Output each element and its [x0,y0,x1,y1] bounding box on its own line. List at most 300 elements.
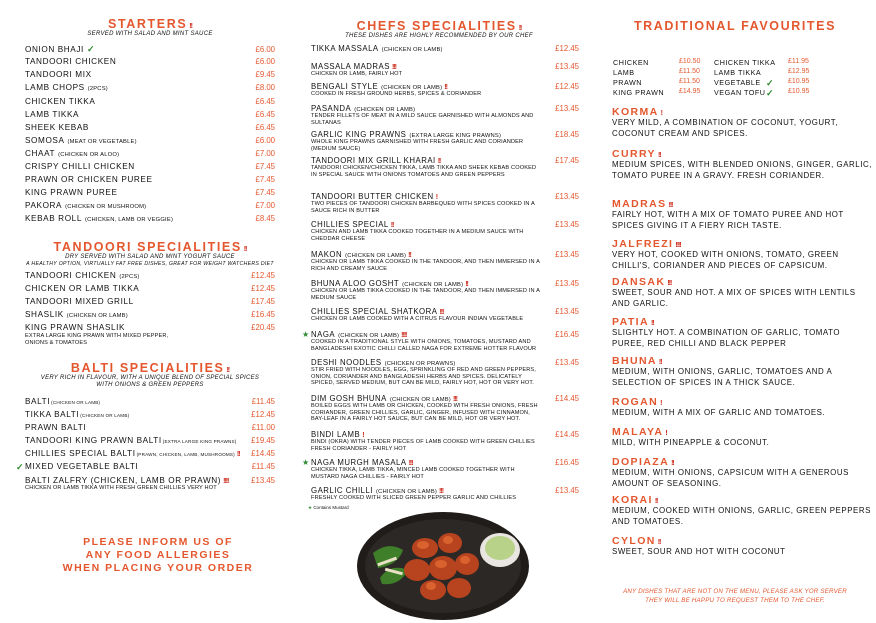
curry-name [612,148,874,160]
menu-item-price: £16.45 [251,310,275,320]
allergy-line: ANY FOOD ALLERGIES [85,549,231,561]
curry-item [612,148,874,181]
menu-item-price: £12.45 [555,82,579,91]
chef-dish [311,250,579,272]
mustard-star-icon: ★ [302,330,310,339]
menu-item-name: KING PRAWN [613,88,665,97]
curry-name [612,355,874,367]
menu-item-name: BHUNA ALOO GOSHT [311,279,400,288]
chili-icon: !! [657,152,661,159]
menu-item-left [25,310,128,319]
menu-item-name: MASSALA MADRAS [311,62,390,71]
chili-icon: !!! [391,64,396,71]
menu-item [25,110,275,123]
menu-item-price: £14.45 [555,394,579,403]
curry-name [612,238,874,250]
menu-item [25,123,275,136]
chili-icon: !!! [452,396,457,403]
menu-item-left [25,136,137,145]
curry-name [612,494,874,506]
menu-item-note: (CHICKEN OR LAMB) [381,85,443,91]
menu-item-left [25,83,108,92]
menu-item [302,458,579,467]
menu-item-price: £7.00 [255,148,275,158]
menu-item-name: LAMB CHOPS [25,83,85,93]
menu-item [311,156,579,165]
menu-item-left [25,410,129,419]
curry-name [612,276,874,288]
menu-item-price: £6.00 [255,45,275,55]
menu-item-left [302,458,413,467]
menu-item-price: £8.00 [255,83,275,93]
menu-item-name: SOMOSA [25,135,65,145]
curry-name [612,426,874,438]
curry-name-text: JALFREZI [612,238,674,250]
chef-dish [311,44,579,53]
balti-title: BALTI SPECIALITIES !! [70,360,230,375]
menu-item [311,220,579,229]
menu-item [25,70,275,83]
chili-icon: !! [671,460,674,467]
menu-item-left [311,279,468,288]
menu-item [25,136,275,149]
menu-item-note: (CHICKEN OR LAMB) [66,313,128,320]
menu-item-desc: STIR FRIED WITH NOODLES, EGG, SPRINKLING OF RED AND GREEN PEPPERS, ONION, CORIANDER AND BANGLADESHI HERBS AND SPICES. DELICATELY SPICED, SERVED MEDIUM, BUT CAN BE MILD, FAIRLY HOT, HOT OR VERY HOT. [311,367,536,387]
menu-item-desc: TENDER FILLETS OF MEAT IN A MILD SAUCE GARNISHED WITH ALMONDS AND SULTANAS [311,113,534,126]
menu-item-price: £6.00 [255,57,275,67]
curry-name [612,535,874,547]
menu-item-left [25,271,140,280]
menu-item-name: BALTI [25,396,51,406]
curry-item [612,316,874,349]
chef-dish [311,394,579,423]
menu-item-left [311,220,393,229]
allergy-line: WHEN PLACING YOUR ORDER [62,562,254,574]
chef-dish [302,458,579,480]
menu-item [302,330,579,339]
curry-item [612,494,874,527]
curry-name [612,316,874,328]
menu-item-left [25,70,92,79]
menu-item-name: PRAWN BALTI [25,423,87,433]
menu-item [311,486,579,495]
curry-desc: MEDIUM, WITH A MIX OF GARLIC AND TOMATOES. [612,408,826,417]
curry-desc: MEDIUM, WITH ONIONS, CAPSICUM WITH A GENEROUS AMOUNT OF SEASONING. [612,468,849,488]
menu-item [311,307,579,316]
menu-item-desc: CHICKEN OR LAMB TIKKA COOKED IN THE TANDOOR, AND THEN IMMERSED IN A MEDIUM SAUCE [311,288,540,301]
menu-item-note: (CHICKEN OR LAMB) [375,489,438,495]
curry-desc: MEDIUM, COOKED WITH ONIONS, GARLIC, GREEN PEPPERS AND TOMATOES. [612,506,871,526]
menu-item-name: DIM GOSH BHUNA [311,394,387,403]
menu-item-price: £10.50 [679,58,701,65]
curry-name-text: BHUNA [612,355,657,367]
menu-item-name: CHAAT [25,148,56,158]
menu-item-desc: CHICKEN AND LAMB TIKKA COOKED TOGETHER IN A MEDIUM SAUCE WITH CHEDDAR CHEESE [311,229,524,242]
menu-item-left [311,250,411,259]
mustard-legend: ★ Contains Mustard [308,505,349,510]
chili-icon: ! [660,110,663,117]
chef-dish [311,307,579,323]
menu-item-left [311,430,364,439]
menu-item-left [25,476,228,485]
menu-item-left [311,394,457,403]
chef-dish [311,130,579,152]
menu-item [25,57,275,70]
chili-icon: !! [444,84,447,91]
menu-item-left [25,149,119,158]
menu-item-name: BALTI ZALFRY (CHICKEN, LAMB OR PRAWN) [25,475,222,485]
tandoori-subtitle-2: A HEALTHY OPTION, VIRTUALLY FAT FREE DISHES, GREAT FOR WEIGHT WATCHERS DIET [26,260,274,267]
menu-item [25,271,275,284]
menu-item-note: (EXTRA LARGE KING PRAWNS) [162,439,237,445]
menu-item-note: (CHICKEN OR ALOO) [58,151,120,158]
menu-item-note: (CHICKEN OR PRAWNS) [384,361,456,367]
menu-item-name: KING PRAWN SHASLIK [25,323,126,333]
menu-item-desc: CHICKEN OR LAMB, FAIRLY HOT [311,71,403,77]
menu-item-price: £11.50 [679,68,700,75]
curry-name-text: CYLON [612,535,656,547]
menu-item-left [25,201,146,210]
menu-item-price: £9.45 [255,70,275,80]
menu-item-left [311,486,443,495]
curry-name-text: DANSAK [612,276,666,288]
menu-item-name: SHEEK KEBAB [25,122,89,132]
menu-item-price: £10.95 [788,88,810,95]
menu-item-name: MAKON [311,250,343,259]
curry-item [612,396,874,419]
curry-item [612,426,874,449]
menu-item-price: £7.45 [255,175,275,185]
menu-item-name: ONION BHAJI [25,45,84,55]
menu-item-name: BENGALI STYLE [311,82,379,91]
chili-icon: !!!! [675,242,681,249]
menu-item-note: (CHICKEN, LAMB OR VEGGIE) [84,217,174,224]
menu-item-price: £13.45 [555,358,579,367]
menu-item-note: (CHICKEN OR LAMB) [402,282,464,288]
menu-item-left [25,297,134,306]
menu-item-left [311,307,443,316]
curry-desc: MEDIUM SPICES, WITH BLENDED ONIONS, GINGER, GARLIC, TOMATO PUREE IN A GRAVY. FRESH CORIANDER. [612,160,872,180]
menu-item-price: £12.45 [555,44,579,53]
menu-note-line: ANY DISHES THAT ARE NOT ON THE MENU, PLEASE ASK YOR SERVER [623,588,847,595]
chef-dish [311,358,579,387]
menu-item-price: £11.45 [251,462,275,472]
chili-icon: !!! [668,202,673,209]
menu-item-price: £20.45 [251,323,275,333]
shaslik-desc: EXTRA LARGE KING PRAWN WITH MIXED PEPPER, [25,333,169,340]
chef-dish [311,279,579,301]
curry-name-text: ROGAN [612,396,659,408]
menu-item-note: (CHICKEN OR MUSHROOM) [65,204,147,211]
chef-dish [311,430,579,452]
chili-icon: !! [518,25,522,32]
menu-item-price: £10.95 [788,78,810,85]
menu-item-note: (2PCS) [87,86,108,93]
menu-item-name: TANDOORI CHICKEN [25,270,117,280]
menu-item-price: £7.00 [255,201,275,211]
menu-item [311,358,579,367]
menu-item-name: PRAWN [613,78,642,87]
menu-item-note: (CHICKEN OR LAMB) [51,399,101,405]
menu-item-desc: BINDI (OKRA) WITH TENDER PIECES OF LAMB COOKED WITH GREEN CHILLIES FRESH CORIANDER - FAIRLY HOT [311,439,535,452]
vegetarian-icon: ✓ [766,88,775,98]
menu-item-price: £13.45 [555,192,579,201]
menu-item-note: (CHICKEN OR LAMB) [80,413,130,419]
menu-item-name: GARLIC KING PRAWNS [311,130,407,139]
curry-desc: VERY HOT, COOKED WITH ONIONS, TOMATO, GREEN CHILLI'S, CORIANDER AND PIECES OF CAPSICUM. [612,250,839,270]
menu-item-price: £7.45 [255,162,275,172]
balti-subtitle-2: WITH ONIONS & GREEN PEPPERS [96,381,204,388]
menu-item-left [302,330,407,339]
menu-item-note: (CHICKEN OR LAMB) [381,47,443,53]
menu-note [604,587,866,605]
menu-item-left [25,97,95,106]
menu-item-name: TANDOORI CHICKEN [25,57,117,67]
menu-item-desc: CHICKEN TIKKA, LAMB TIKKA, MINCED LAMB COOKED TOGETHER WITH MUSTARD NAGA CHILLIES - FAIRLY HOT [311,467,515,480]
curry-desc: SWEET, SOUR AND HOT. A MIX OF SPICES WITH LENTILS AND GARLIC. [612,288,856,308]
curry-desc: SLIGHTLY HOT. A COMBINATION OF GARLIC, TOMATO PUREE, RED CHILLI AND BLACK PEPPER [612,328,841,348]
menu-item-price: £11.50 [679,78,700,85]
menu-item [25,83,275,96]
chef-dish [302,330,579,352]
menu-item-price: £6.45 [255,122,275,132]
menu-item [25,410,275,423]
menu-item-price: £19.45 [251,436,275,446]
menu-item [311,62,579,71]
menu-item-desc: COOKED IN FRESH GROUND HERBS, SPICES & CORIANDER [311,91,482,97]
menu-item [16,462,275,475]
menu-item-price: £11.45 [251,396,275,406]
curry-name-text: PATIA [612,316,649,328]
menu-item-name: CRISPY CHILLI CHICKEN [25,162,135,172]
curry-name [612,106,874,118]
chef-dish [311,220,579,242]
menu-item-name: PASANDA [311,104,352,113]
menu-item-name: TIKKA BALTI [25,410,80,420]
menu-item [311,82,579,91]
menu-item-name: NAGA [311,330,336,339]
allergy-line: PLEASE INFORM US OF [83,536,233,548]
menu-item-price: £13.45 [251,475,275,485]
chef-dish [311,192,579,214]
menu-item-price: £14.45 [251,449,275,459]
curry-item [612,238,874,271]
menu-item-price: £13.45 [555,307,579,316]
menu-item-name: GARLIC CHILLI [311,486,373,495]
curry-item [612,198,874,231]
menu-item [25,423,275,436]
curry-item [612,456,874,489]
menu-item-name: LAMB TIKKA [25,109,80,119]
menu-item-note: (PRAWN, CHICKEN, LAMB, MUSHROOMS) [136,452,235,458]
menu-item [311,44,579,53]
menu-item-price: £13.45 [555,279,579,288]
menu-item-name: VEGAN TOFU [714,88,766,97]
menu-item-price: £17.45 [555,156,579,165]
menu-item-left [25,449,240,458]
menu-item-note: (2PCS) [119,273,140,280]
menu-item-name: TIKKA MASSALA [311,44,379,53]
menu-item-left [311,82,447,91]
menu-item [25,201,275,214]
menu-item-note: (CHICKEN OR LAMB) [338,333,400,339]
mustard-star-icon: ★ [302,458,310,467]
chef-dish [311,62,579,78]
menu-item-price: £12.45 [251,284,275,294]
chili-icon: !! [236,451,240,459]
menu-item-name: CHILLIES SPECIAL [311,220,389,229]
menu-item-name: VEGETABLE [714,78,761,87]
curry-list [612,0,872,580]
menu-item-left [25,162,135,171]
menu-item-name: TANDOORI MIX GRILL KHARAI [311,156,436,165]
menu-item [25,44,275,57]
chefs-list [302,0,579,520]
chili-icon: !! [390,222,394,229]
menu-item-price: £7.45 [255,188,275,198]
food-plate-image [355,508,535,623]
menu-item-left [25,284,139,293]
menu-item-price: £13.45 [555,220,579,229]
menu-item [25,436,275,449]
curry-desc: MEDIUM, WITH ONIONS, GARLIC, TOMATOES AND A SELECTION OF SPICES IN A THICK SAUCE. [612,367,832,387]
menu-item-left [311,104,415,113]
menu-item-left [25,188,118,197]
menu-item-note: (MEAT OR VEGETABLE) [67,138,137,145]
menu-item-name: KING PRAWN PUREE [25,188,118,198]
curry-name [612,456,874,468]
chili-icon: !! [657,539,661,546]
chili-icon: ! [362,432,364,439]
menu-item-desc: COOKED IN A TRADITIONAL STYLE WITH ONIONS, TOMATOES, MUSTARD AND BANGLADESHI EXOTIC CHILLI CALLED NAGA FOR EXTREME HOTTER FLAVOUR [311,339,537,352]
menu-item-left [25,323,125,332]
vegetarian-icon: ✓ [83,44,96,55]
menu-item-name: LAMB TIKKA [714,68,762,77]
menu-item-price: £13.45 [555,250,579,259]
menu-item [25,149,275,162]
curry-name [612,396,874,408]
menu-item [25,397,275,410]
chili-icon: !! [226,366,230,374]
chili-icon: !!! [439,488,444,495]
menu-item-note: (CHICKEN OR LAMB) [354,107,416,113]
menu-item-left [311,44,443,53]
menu-item [25,97,275,110]
menu-item-price: £14.45 [555,430,579,439]
menu-item-left [311,62,396,71]
menu-item-name: PAKORA [25,201,63,211]
menu-item-price: £8.45 [255,214,275,224]
chili-icon: ! [435,194,438,201]
menu-item-name: CHICKEN OR LAMB TIKKA [25,284,140,294]
starters-list [25,44,275,227]
menu-item [311,130,579,139]
menu-item-name: TANDOORI MIXED GRILL [25,297,134,307]
menu-note-line: THEY WILL BE HAPPU TO REQUEST THEM TO THE CHEF. [645,597,825,604]
menu-item [25,323,275,336]
menu-item-name: NAGA MURGH MASALA [311,458,407,467]
menu-item-price: £14.95 [679,88,701,95]
chef-dish [311,486,579,502]
menu-item-price: £12.95 [788,68,810,75]
chili-icon: !! [650,320,654,327]
menu-item-name: TANDOORI KING PRAWN BALTI [25,436,162,446]
chili-icon: ! [660,400,662,407]
menu-item-note: (CHICKEN OR LAMB) [389,397,451,403]
menu-item [311,250,579,259]
menu-item-name: CHILLIES SPECIAL SHATKORA [311,307,438,316]
menu-item [25,449,275,462]
tandoori-title: TANDOORI SPECIALITIES !! [53,239,247,254]
menu-item [25,214,275,227]
menu-item-left [25,214,173,223]
chili-icon: !!! [667,280,672,287]
menu-item-left [311,156,440,165]
chefs-subtitle: THESE DISHES ARE HIGHLY RECOMMENDED BY OUR CHEF [345,33,533,39]
curry-name-text: MALAYA [612,426,664,438]
menu-item-left [25,57,116,66]
menu-item-price: £6.45 [255,96,275,106]
balti-list [16,396,275,489]
curry-desc: FAIRLY HOT, WITH A MIX OF TOMATO PUREE AND HOT SPICES GIVING IT A FIERY RICH TASTE. [612,210,844,230]
curry-name-text: KORMA [612,106,659,118]
menu-item-name: PRAWN OR CHICKEN PUREE [25,175,153,185]
chefs-title: CHEFS SPECIALITIES !! [356,19,522,33]
right-column [604,0,872,623]
menu-item-price: £11.95 [788,58,809,65]
menu-item-price: £18.45 [555,130,579,139]
zalfry-desc: CHICKEN OR LAMB TIKKA WITH FRESH GREEN CHILLIES VERY HOT [25,484,217,491]
curry-item [612,535,874,558]
curry-desc: VERY MILD, A COMBINATION OF COCONUT, YOGURT, COCONUT CREAM AND SPICES. [612,118,839,138]
menu-item-left [311,192,437,201]
curry-name-text: MADRAS [612,198,667,210]
menu-item-left [16,462,139,473]
menu-item-name: CHILLIES SPECIAL BALTI [25,449,136,459]
menu-item-name: CHICKEN TIKKA [25,96,96,106]
menu-item-name: DESHI NOODLES [311,358,382,367]
menu-item-name: SHASLIK [25,310,64,320]
starters-subtitle: SERVED WITH SALAD AND MINT SAUCE [87,31,213,37]
menu-item-left [311,130,501,139]
curry-desc: MILD, WITH PINEAPPLE & COCONUT. [612,438,770,447]
curry-name-text: DOPIAZA [612,456,670,468]
menu-item-name: CHICKEN TIKKA [714,58,776,67]
curry-item [612,355,874,388]
curry-desc: SWEET, SOUR AND HOT WITH COCONUT [612,547,786,556]
curry-name-text: CURRY [612,148,656,160]
chili-icon: !! [654,498,658,505]
menu-item-name: BINDI LAMB [311,430,361,439]
menu-item [311,430,579,439]
menu-item-note: (EXTRA LARGE KING PRAWNS) [409,133,502,139]
chili-icon: ! [665,430,667,437]
menu-item-desc: TANDOORI CHICKEN/CHICKEN TIKKA, LAMB TIKKA AND SHEEK KEBAB COOKED IN SPECIAL SAUCE WITH ONIONS TOMATOES AND GREEN PEPPERS [311,165,537,178]
vegetarian-icon: ✓ [16,462,25,473]
menu-item-left [25,175,153,184]
chili-icon: !!!! [401,332,407,339]
menu-item [311,279,579,288]
vegetarian-icon: ✓ [766,78,775,88]
menu-item [311,192,579,201]
menu-item-price: £11.00 [251,423,275,433]
menu-item-price: £12.45 [251,410,275,420]
menu-item-name: TANDOORI BUTTER CHICKEN [311,192,434,201]
menu-item [25,162,275,175]
menu-item-name: KEBAB ROLL [25,214,82,224]
curry-item [612,106,874,139]
chili-icon: !! [243,245,247,253]
